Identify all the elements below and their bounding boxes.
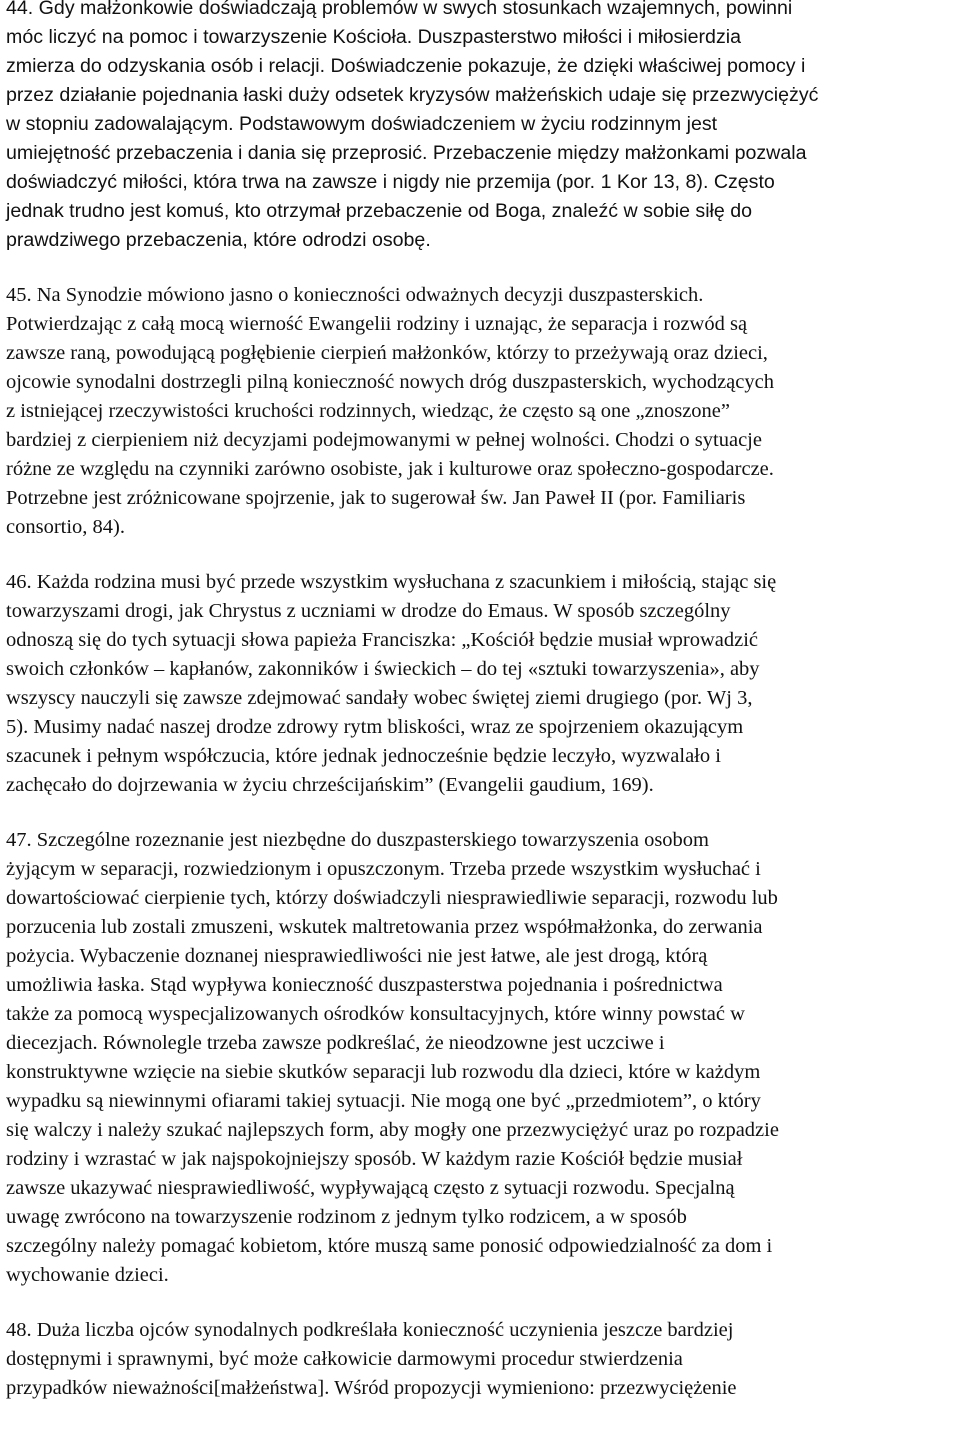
paragraph-line: żyjącym w separacji, rozwiedzionym i opuszczonym. Trzeba przede wszystkim wysłuchać i <box>6 858 761 880</box>
paragraph-line: także za pomocą wyspecjalizowanych ośrodków konsultacyjnych, które winny powstać w <box>6 1003 745 1025</box>
paragraph-line: dowartościować cierpienie tych, którzy doświadczyli niesprawiedliwie separacji, rozwodu lub <box>6 887 778 909</box>
paragraph-line: doświadczyć miłości, która trwa na zawsze i nigdy nie przemija (por. 1 Kor 13, 8). Często <box>6 171 775 193</box>
paragraph-line: w stopniu zadowalającym. Podstawowym doświadczeniem w życiu rodzinnym jest <box>6 113 718 135</box>
paragraph-line: Potrzebne jest zróżnicowane spojrzenie, jak to sugerował św. Jan Paweł II (por. Familiaris <box>6 487 746 509</box>
paragraph-line: różne ze względu na czynniki zarówno osobiste, jak i kulturowe oraz społeczno-gospodarcze. <box>6 458 774 480</box>
paragraph-line: zawsze ukazywać niesprawiedliwość, wypływającą często z sytuacji rozwodu. Specjalną <box>6 1177 735 1199</box>
paragraph-line: 47. Szczególne rozeznanie jest niezbędne do duszpasterskiego towarzyszenia osobom <box>6 829 710 851</box>
paragraph-line: zawsze raną, powodującą pogłębienie cierpień małżonków, którzy to przeżywają oraz dzieci, <box>6 342 768 364</box>
paragraph-line: jednak trudno jest komuś, kto otrzymał przebaczenie od Boga, znaleźć w sobie siłę do <box>6 200 753 222</box>
paragraph-line: pożycia. Wybaczenie doznanej niesprawiedliwości nie jest łatwe, ale jest drogą, którą <box>6 945 708 967</box>
paragraph-line: consortio, 84). <box>6 516 125 538</box>
paragraph-line: szacunek i pełnym współczucia, które jednak jednocześnie będzie leczyło, wyzwalało i <box>6 745 721 767</box>
document-page <box>6 0 954 1429</box>
paragraph-line: swoich członków – kapłanów, zakonników i świeckich – do tej «sztuki towarzyszenia», aby <box>6 658 760 680</box>
paragraph-line: móc liczyć na pomoc i towarzyszenie Kościoła. Duszpasterstwo miłości i miłosierdzia <box>6 26 742 48</box>
paragraph-line: 45. Na Synodzie mówiono jasno o konieczności odważnych decyzji duszpasterskich. <box>6 284 704 306</box>
paragraph-line: diecezjach. Równolegle trzeba zawsze podkreślać, że nieodzowne jest uczciwe i <box>6 1032 665 1054</box>
paragraph-line: ojcowie synodalni dostrzegli pilną konieczność nowych dróg duszpasterskich, wychodzących <box>6 371 774 393</box>
paragraph-line: przez działanie pojednania łaski duży odsetek kryzysów małżeńskich udaje się przezwyciężyć <box>6 84 819 106</box>
paragraph-line: wszyscy nauczyli się zawsze zdejmować sandały wobec świętej ziemi drugiego (por. Wj 3, <box>6 687 753 709</box>
paragraph-line: Potwierdzając z całą mocą wierność Ewangelii rodziny i uznając, że separacja i rozwód są <box>6 313 748 335</box>
paragraph-line: odnoszą się do tych sytuacji słowa papieża Franciszka: „Kościół będzie musiał wprowadzić <box>6 629 758 651</box>
paragraph-45 <box>6 281 954 542</box>
paragraph-line: uwagę zwrócono na towarzyszenie rodzinom z jednym tylko rodzicem, a w sposób <box>6 1206 687 1228</box>
paragraph-line: rodziny i wzrastać w jak najspokojniejszy sposób. W każdym razie Kościół będzie musiał <box>6 1148 743 1170</box>
paragraph-47 <box>6 826 954 1290</box>
paragraph-line: wypadku są niewinnymi ofiarami takiej sytuacji. Nie mogą one być „przedmiotem”, o który <box>6 1090 761 1112</box>
paragraph-line: bardziej z cierpieniem niż decyzjami podejmowanymi w pełnej wolności. Chodzi o sytuacje <box>6 429 762 451</box>
paragraph-line: porzucenia lub zostali zmuszeni, wskutek maltretowania przez współmałżonka, do zerwania <box>6 916 763 938</box>
paragraph-line: się walczy i należy szukać najlepszych form, aby mogły one przezwyciężyć uraz po rozpadzie <box>6 1119 779 1141</box>
paragraph-46 <box>6 568 954 800</box>
paragraph-line: przypadków nieważności[małżeństwa]. Wśród propozycji wymieniono: przezwyciężenie <box>6 1377 737 1399</box>
paragraph-line: konstruktywne wzięcie na siebie skutków separacji lub rozwodu dla dzieci, które w każdym <box>6 1061 761 1083</box>
paragraph-line: zmierza do odzyskania osób i relacji. Doświadczenie pokazuje, że dzięki właściwej pomocy i <box>6 55 806 77</box>
paragraph-line: towarzyszami drogi, jak Chrystus z uczniami w drodze do Emaus. W sposób szczególny <box>6 600 731 622</box>
paragraph-line: umożliwia łaska. Stąd wypływa konieczność duszpasterstwa pojednania i pośrednictwa <box>6 974 723 996</box>
paragraph-line: szczególny należy pomagać kobietom, które muszą same ponosić odpowiedzialność za dom i <box>6 1235 773 1257</box>
paragraph-line: 44. Gdy małżonkowie doświadczają problemów w swych stosunkach wzajemnych, powinni <box>6 0 793 19</box>
paragraph-line: 46. Każda rodzina musi być przede wszystkim wysłuchana z szacunkiem i miłością, stając się <box>6 571 777 593</box>
paragraph-line: wychowanie dzieci. <box>6 1264 169 1286</box>
paragraph-44 <box>6 0 954 255</box>
paragraph-line: z istniejącej rzeczywistości kruchości rodzinnych, wiedząc, że często są one „znoszone” <box>6 400 730 422</box>
paragraph-line: umiejętność przebaczenia i dania się przeprosić. Przebaczenie między małżonkami pozwala <box>6 142 807 164</box>
paragraph-48 <box>6 1316 954 1403</box>
paragraph-line: prawdziwego przebaczenia, które odrodzi osobę. <box>6 229 431 251</box>
paragraph-line: 5). Musimy nadać naszej drodze zdrowy rytm bliskości, wraz ze spojrzeniem okazującym <box>6 716 744 738</box>
paragraph-line: dostępnymi i sprawnymi, być może całkowicie darmowymi procedur stwierdzenia <box>6 1348 683 1370</box>
paragraph-line: zachęcało do dojrzewania w życiu chrześcijańskim” (Evangelii gaudium, 169). <box>6 774 654 796</box>
paragraph-line: 48. Duża liczba ojców synodalnych podkreślała konieczność uczynienia jeszcze bardziej <box>6 1319 734 1341</box>
